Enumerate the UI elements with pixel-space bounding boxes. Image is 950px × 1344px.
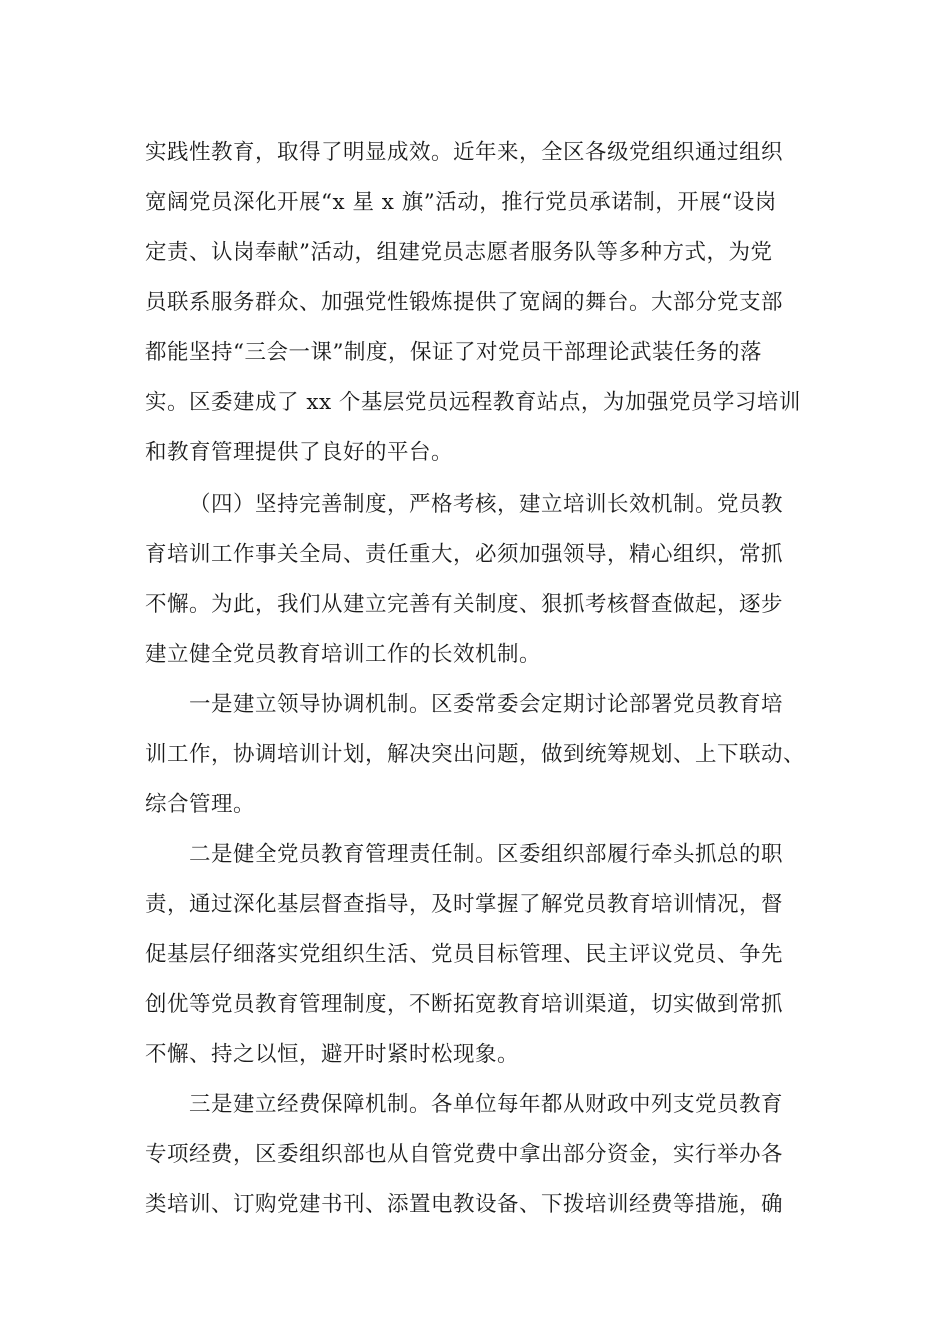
text-line: 实。区委建成了 xx 个基层党员远程教育站点，为加强党员学习培训: [145, 390, 801, 415]
text-line: 员联系服务群众、加强党性锻炼提供了宽阔的舞台。大部分党支部: [145, 290, 784, 315]
text-line: 建立健全党员教育培训工作的长效机制。: [145, 642, 542, 667]
text-line: 不懈。为此，我们从建立完善有关制度、狠抓考核督查做起，逐步: [145, 592, 784, 617]
paragraph-heading: （四）坚持完善制度，严格考核，建立培训长效机制。党员教: [189, 492, 784, 517]
text-line: 宽阔党员深化开展“x 星 x 旗”活动，推行党员承诺制，开展“设岗: [145, 190, 777, 215]
text-line: 育培训工作事关全局、责任重大，必须加强领导，精心组织，常抓: [145, 542, 784, 567]
text-line: 综合管理。: [145, 792, 256, 817]
text-line: 促基层仔细落实党组织生活、党员目标管理、民主评议党员、争先: [145, 942, 784, 967]
text-line: 三是建立经费保障机制。各单位每年都从财政中列支党员教育: [189, 1092, 784, 1117]
text-line: 实践性教育，取得了明显成效。近年来，全区各级党组织通过组织: [145, 140, 784, 165]
text-line: 二是健全党员教育管理责任制。区委组织部履行牵头抓总的职: [189, 842, 784, 867]
text-line: 定责、认岗奉献”活动，组建党员志愿者服务队等多种方式，为党: [145, 240, 773, 265]
text-line: 和教育管理提供了良好的平台。: [145, 440, 454, 465]
text-line: 不懈、持之以恒，避开时紧时松现象。: [145, 1042, 520, 1067]
text-line: 专项经费，区委组织部也从自管党费中拿出部分资金，实行举办各: [145, 1142, 784, 1167]
text-line: 训工作，协调培训计划，解决突出问题，做到统筹规划、上下联动、: [145, 742, 806, 767]
text-line: 一是建立领导协调机制。区委常委会定期讨论部署党员教育培: [189, 692, 784, 717]
text-line: 责，通过深化基层督查指导，及时掌握了解党员教育培训情况，督: [145, 892, 784, 917]
text-line: 都能坚持“三会一课”制度，保证了对党员干部理论武装任务的落: [145, 340, 762, 365]
text-line: 创优等党员教育管理制度，不断拓宽教育培训渠道，切实做到常抓: [145, 992, 784, 1017]
text-line: 类培训、订购党建书刊、添置电教设备、下拨培训经费等措施，确: [145, 1192, 784, 1217]
